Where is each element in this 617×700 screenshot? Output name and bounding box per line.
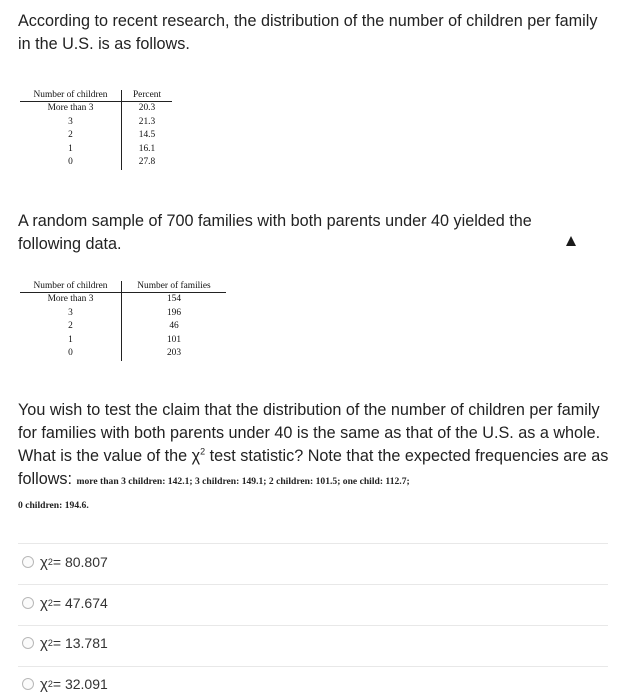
table-cell: 27.8	[138, 157, 156, 167]
table-header-row	[20, 281, 226, 293]
radio-button[interactable]	[22, 637, 34, 649]
divider	[18, 543, 608, 544]
table-row	[20, 347, 226, 361]
table-cell: 21.3	[138, 116, 156, 127]
option-value: = 47.674	[52, 595, 108, 611]
table-row	[20, 320, 226, 334]
question-part2: test statistic? Note that the expected frequencies are as follows:	[18, 447, 609, 488]
table-cell: 1	[20, 143, 122, 157]
chi-symbol: χ	[191, 447, 201, 465]
divider	[18, 625, 608, 626]
divider	[18, 666, 608, 667]
table-cell: 3	[20, 307, 122, 321]
table-cell: 0	[20, 347, 122, 361]
column-header: Number of families	[122, 281, 227, 293]
table-header-row	[20, 90, 172, 102]
table-row	[20, 102, 172, 116]
table-cell: 196	[166, 307, 182, 318]
chi-symbol: χ	[40, 553, 48, 571]
table-cell: 154	[166, 294, 182, 304]
table-row	[20, 334, 226, 348]
table-cell: More than 3	[20, 102, 122, 116]
sample-data-table	[20, 281, 226, 361]
expected-frequencies-line1: more than 3 children: 142.1; 3 children: 149.1; 2 children: 101.5; one child: 112.7;	[76, 476, 410, 487]
answer-option-3[interactable]: χ 2 = 13.781	[22, 632, 108, 654]
chi-superscript: 2	[200, 446, 206, 457]
radio-button[interactable]	[22, 556, 34, 568]
column-header: Number of children	[20, 90, 122, 102]
question-part1: You wish to test the claim that the distribution of the number of children per family for families with both parents under 40 is the same as that of the U.S. as a whole. What is the value of the	[18, 401, 601, 465]
table-cell: 203	[166, 348, 182, 358]
column-header: Percent	[122, 90, 173, 102]
table-cell: 2	[20, 129, 122, 143]
table-cell: 20.3	[138, 103, 156, 113]
answer-option-4[interactable]: χ 2 = 32.091	[22, 673, 108, 695]
divider	[18, 584, 608, 585]
chi-symbol: χ	[40, 634, 48, 652]
column-header: Number of children	[20, 281, 122, 293]
option-value: = 13.781	[52, 635, 108, 651]
option-value: = 80.807	[52, 554, 108, 570]
sample-description: A random sample of 700 families with both parents under 40 yielded the following data.	[18, 212, 532, 253]
table-row	[20, 293, 226, 307]
option-value: = 32.091	[52, 676, 108, 692]
table-row	[20, 116, 172, 130]
answer-option-1[interactable]: χ 2 = 80.807	[22, 551, 108, 573]
table-row	[20, 129, 172, 143]
question-text	[18, 399, 613, 493]
table-cell: 1	[20, 334, 122, 348]
radio-button[interactable]	[22, 678, 34, 690]
us-distribution-table	[20, 90, 172, 170]
table-cell: 0	[20, 156, 122, 170]
table-row	[20, 156, 172, 170]
table-cell: 3	[20, 116, 122, 130]
table-cell: More than 3	[20, 293, 122, 307]
table-row	[20, 143, 172, 157]
expected-frequencies-line2: 0 children: 194.6.	[18, 500, 89, 511]
table-cell: 16.1	[138, 143, 156, 154]
radio-button[interactable]	[22, 597, 34, 609]
chi-symbol: χ	[40, 594, 48, 612]
table-cell: 46	[169, 321, 179, 331]
table-cell: 2	[20, 320, 122, 334]
answer-option-2[interactable]: χ 2 = 47.674	[22, 592, 108, 614]
chi-symbol: χ	[40, 675, 48, 693]
table-cell: 101	[166, 334, 182, 345]
table-cell: 14.5	[138, 130, 156, 140]
table-row	[20, 307, 226, 321]
mouse-cursor-icon	[566, 236, 576, 246]
intro-text: According to recent research, the distribution of the number of children per family in the U.S. is as follows.	[18, 12, 598, 53]
